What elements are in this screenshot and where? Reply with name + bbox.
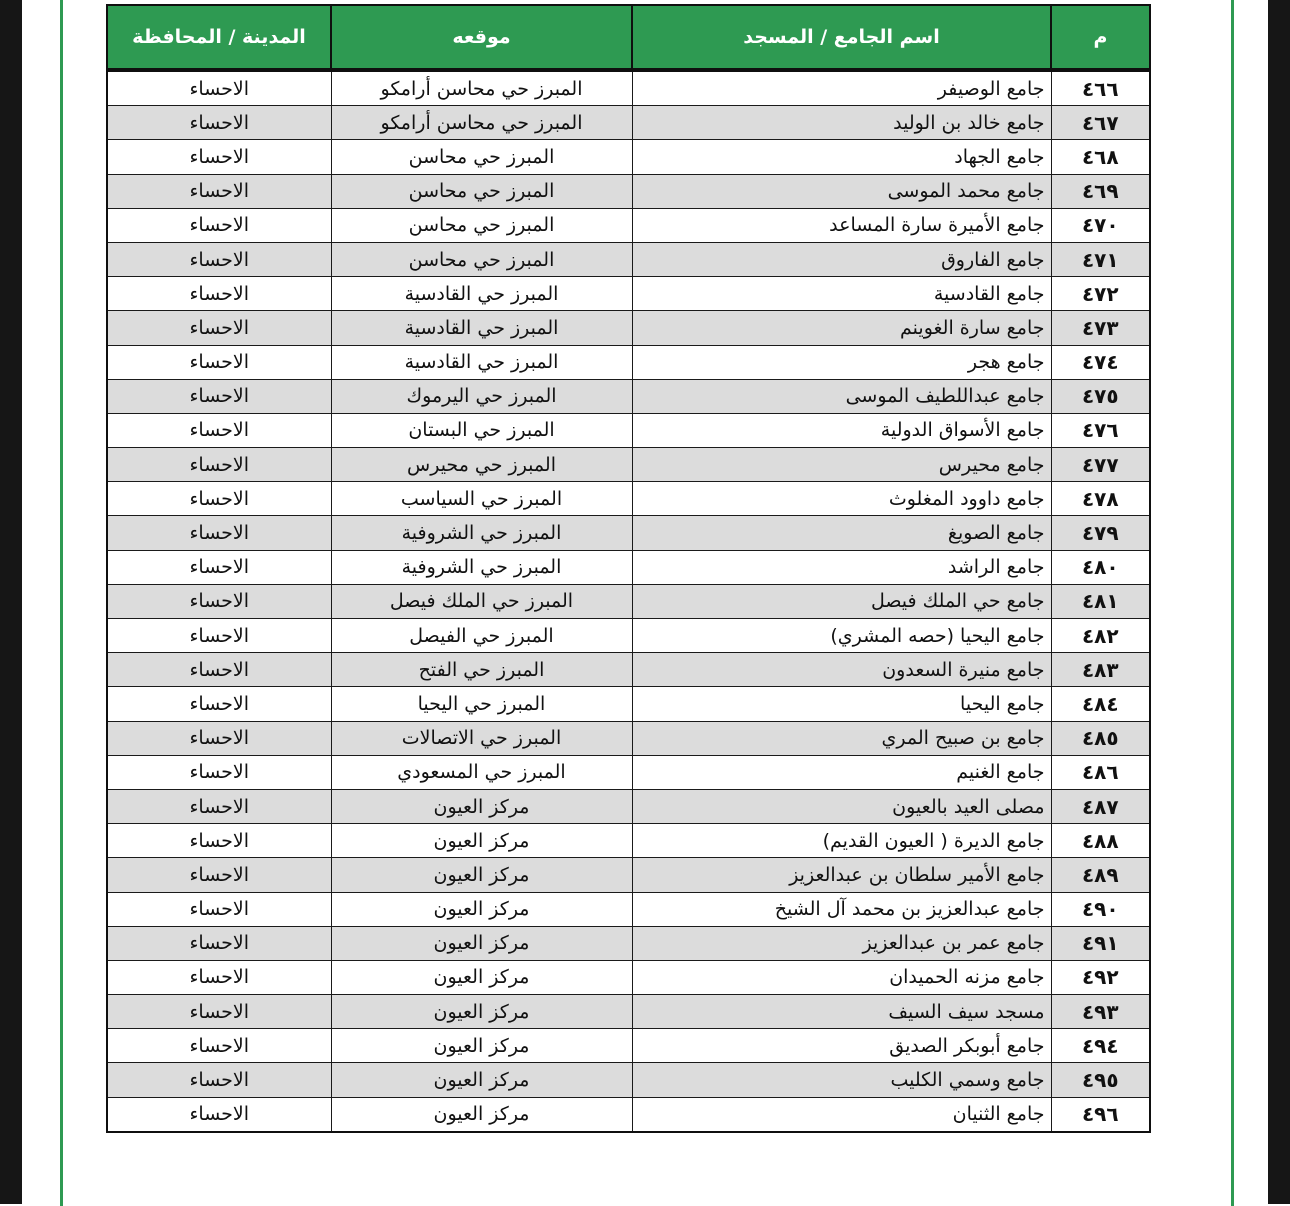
row-number: ٤٨٤ — [1051, 687, 1150, 721]
location-cell: مركز العيون — [331, 960, 632, 994]
city-cell: الاحساء — [107, 70, 331, 106]
table-header-row — [107, 5, 1150, 70]
mosques-table — [106, 4, 1151, 1133]
header-location: موقعه — [331, 5, 632, 70]
table-row — [107, 619, 1150, 653]
location-cell: المبرز حي اليرموك — [331, 379, 632, 413]
mosque-name-cell: جامع هجر — [632, 345, 1051, 379]
table-row — [107, 858, 1150, 892]
table-row — [107, 960, 1150, 994]
row-number: ٤٨٩ — [1051, 858, 1150, 892]
city-cell: الاحساء — [107, 619, 331, 653]
mosque-name-cell: جامع عمر بن عبدالعزيز — [632, 926, 1051, 960]
row-number: ٤٧٥ — [1051, 379, 1150, 413]
city-cell: الاحساء — [107, 482, 331, 516]
mosque-name-cell: جامع الفاروق — [632, 242, 1051, 276]
location-cell: المبرز حي السياسب — [331, 482, 632, 516]
row-number: ٤٦٦ — [1051, 70, 1150, 106]
table-row — [107, 379, 1150, 413]
city-cell: الاحساء — [107, 379, 331, 413]
row-number: ٤٦٨ — [1051, 140, 1150, 174]
table-row — [107, 789, 1150, 823]
row-number: ٤٧٧ — [1051, 448, 1150, 482]
table-row — [107, 70, 1150, 106]
city-cell: الاحساء — [107, 242, 331, 276]
location-cell: مركز العيون — [331, 824, 632, 858]
table-row — [107, 174, 1150, 208]
city-cell: الاحساء — [107, 755, 331, 789]
table-row — [107, 892, 1150, 926]
header-city: المدينة / المحافظة — [107, 5, 331, 70]
table-row — [107, 926, 1150, 960]
right-dark-edge — [1268, 0, 1290, 1204]
table-row — [107, 277, 1150, 311]
city-cell: الاحساء — [107, 311, 331, 345]
city-cell: الاحساء — [107, 892, 331, 926]
row-number: ٤٧٤ — [1051, 345, 1150, 379]
table-row — [107, 448, 1150, 482]
row-number: ٤٧٢ — [1051, 277, 1150, 311]
mosque-name-cell: جامع بن صبيح المري — [632, 721, 1051, 755]
table-body — [107, 70, 1150, 1132]
city-cell: الاحساء — [107, 1063, 331, 1097]
table-row — [107, 413, 1150, 447]
mosque-name-cell: جامع خالد بن الوليد — [632, 106, 1051, 140]
location-cell: مركز العيون — [331, 789, 632, 823]
table-row — [107, 755, 1150, 789]
city-cell: الاحساء — [107, 413, 331, 447]
city-cell: الاحساء — [107, 1097, 331, 1132]
mosque-name-cell: جامع الوصيفر — [632, 70, 1051, 106]
city-cell: الاحساء — [107, 926, 331, 960]
location-cell: المبرز حي محاسن أرامكو — [331, 106, 632, 140]
location-cell: مركز العيون — [331, 926, 632, 960]
row-number: ٤٨٨ — [1051, 824, 1150, 858]
city-cell: الاحساء — [107, 106, 331, 140]
city-cell: الاحساء — [107, 550, 331, 584]
row-number: ٤٩٦ — [1051, 1097, 1150, 1132]
mosque-name-cell: جامع حي الملك فيصل — [632, 584, 1051, 618]
mosque-name-cell: جامع الأمير سلطان بن عبدالعزيز — [632, 858, 1051, 892]
mosque-name-cell: جامع الصويغ — [632, 516, 1051, 550]
table-row — [107, 482, 1150, 516]
location-cell: مركز العيون — [331, 1063, 632, 1097]
table-row — [107, 721, 1150, 755]
row-number: ٤٩٢ — [1051, 960, 1150, 994]
location-cell: المبرز حي الفيصل — [331, 619, 632, 653]
row-number: ٤٧٩ — [1051, 516, 1150, 550]
mosque-name-cell: مصلى العيد بالعيون — [632, 789, 1051, 823]
row-number: ٤٨٣ — [1051, 653, 1150, 687]
mosque-name-cell: جامع الأسواق الدولية — [632, 413, 1051, 447]
table-row — [107, 687, 1150, 721]
location-cell: المبرز حي البستان — [331, 413, 632, 447]
row-number: ٤٩٣ — [1051, 995, 1150, 1029]
location-cell: المبرز حي الشروفية — [331, 516, 632, 550]
city-cell: الاحساء — [107, 516, 331, 550]
mosque-name-cell: جامع الراشد — [632, 550, 1051, 584]
table-row — [107, 550, 1150, 584]
table-row — [107, 208, 1150, 242]
mosque-name-cell: جامع مزنه الحميدان — [632, 960, 1051, 994]
location-cell: المبرز حي القادسية — [331, 345, 632, 379]
city-cell: الاحساء — [107, 789, 331, 823]
location-cell: المبرز حي محاسن أرامكو — [331, 70, 632, 106]
row-number: ٤٧١ — [1051, 242, 1150, 276]
city-cell: الاحساء — [107, 653, 331, 687]
city-cell: الاحساء — [107, 687, 331, 721]
table-row — [107, 1063, 1150, 1097]
city-cell: الاحساء — [107, 277, 331, 311]
table-row — [107, 345, 1150, 379]
mosque-name-cell: جامع القادسية — [632, 277, 1051, 311]
location-cell: المبرز حي محاسن — [331, 208, 632, 242]
table-row — [107, 1097, 1150, 1132]
row-number: ٤٨٧ — [1051, 789, 1150, 823]
table-row — [107, 824, 1150, 858]
mosque-name-cell: جامع الغنيم — [632, 755, 1051, 789]
row-number: ٤٨٠ — [1051, 550, 1150, 584]
city-cell: الاحساء — [107, 1029, 331, 1063]
mosque-name-cell: جامع عبداللطيف الموسى — [632, 379, 1051, 413]
table-row — [107, 653, 1150, 687]
mosque-name-cell: جامع منيرة السعدون — [632, 653, 1051, 687]
mosque-name-cell: جامع الثنيان — [632, 1097, 1051, 1132]
table-row — [107, 242, 1150, 276]
mosque-name-cell: جامع الأميرة سارة المساعد — [632, 208, 1051, 242]
location-cell: مركز العيون — [331, 1029, 632, 1063]
mosque-name-cell: جامع الديرة ( العيون القديم) — [632, 824, 1051, 858]
city-cell: الاحساء — [107, 858, 331, 892]
city-cell: الاحساء — [107, 448, 331, 482]
city-cell: الاحساء — [107, 174, 331, 208]
row-number: ٤٧٣ — [1051, 311, 1150, 345]
location-cell: مركز العيون — [331, 858, 632, 892]
row-number: ٤٩٠ — [1051, 892, 1150, 926]
left-dark-edge — [0, 0, 22, 1204]
row-number: ٤٧٦ — [1051, 413, 1150, 447]
location-cell: المبرز حي اليحيا — [331, 687, 632, 721]
row-number: ٤٩١ — [1051, 926, 1150, 960]
city-cell: الاحساء — [107, 721, 331, 755]
location-cell: المبرز حي الملك فيصل — [331, 584, 632, 618]
row-number: ٤٨٦ — [1051, 755, 1150, 789]
mosque-name-cell: جامع سارة الغوينم — [632, 311, 1051, 345]
city-cell: الاحساء — [107, 995, 331, 1029]
mosque-name-cell: جامع محمد الموسى — [632, 174, 1051, 208]
header-number: م — [1051, 5, 1150, 70]
location-cell: مركز العيون — [331, 995, 632, 1029]
row-number: ٤٨٢ — [1051, 619, 1150, 653]
location-cell: مركز العيون — [331, 1097, 632, 1132]
mosque-name-cell: جامع عبدالعزيز بن محمد آل الشيخ — [632, 892, 1051, 926]
city-cell: الاحساء — [107, 584, 331, 618]
mosque-name-cell: مسجد سيف السيف — [632, 995, 1051, 1029]
table-row — [107, 1029, 1150, 1063]
location-cell: المبرز حي محيرس — [331, 448, 632, 482]
table-row — [107, 584, 1150, 618]
mosque-name-cell: جامع اليحيا — [632, 687, 1051, 721]
city-cell: الاحساء — [107, 960, 331, 994]
mosque-name-cell: جامع وسمي الكليب — [632, 1063, 1051, 1097]
location-cell: المبرز حي القادسية — [331, 277, 632, 311]
row-number: ٤٦٩ — [1051, 174, 1150, 208]
location-cell: المبرز حي المسعودي — [331, 755, 632, 789]
city-cell: الاحساء — [107, 824, 331, 858]
row-number: ٤٩٤ — [1051, 1029, 1150, 1063]
location-cell: المبرز حي الاتصالات — [331, 721, 632, 755]
mosque-name-cell: جامع محيرس — [632, 448, 1051, 482]
location-cell: المبرز حي القادسية — [331, 311, 632, 345]
table-row — [107, 311, 1150, 345]
row-number: ٤٧٠ — [1051, 208, 1150, 242]
row-number: ٤٦٧ — [1051, 106, 1150, 140]
table-row — [107, 140, 1150, 174]
location-cell: المبرز حي محاسن — [331, 140, 632, 174]
row-number: ٤٨٥ — [1051, 721, 1150, 755]
row-number: ٤٨١ — [1051, 584, 1150, 618]
location-cell: المبرز حي الشروفية — [331, 550, 632, 584]
location-cell: المبرز حي الفتح — [331, 653, 632, 687]
row-number: ٤٧٨ — [1051, 482, 1150, 516]
location-cell: المبرز حي محاسن — [331, 242, 632, 276]
mosque-name-cell: جامع اليحيا (حصه المشري) — [632, 619, 1051, 653]
mosque-name-cell: جامع أبوبكر الصديق — [632, 1029, 1051, 1063]
header-mosque-name: اسم الجامع / المسجد — [632, 5, 1051, 70]
city-cell: الاحساء — [107, 140, 331, 174]
city-cell: الاحساء — [107, 345, 331, 379]
table-row — [107, 106, 1150, 140]
table-row — [107, 995, 1150, 1029]
row-number: ٤٩٥ — [1051, 1063, 1150, 1097]
location-cell: مركز العيون — [331, 892, 632, 926]
city-cell: الاحساء — [107, 208, 331, 242]
location-cell: المبرز حي محاسن — [331, 174, 632, 208]
mosque-name-cell: جامع داوود المغلوث — [632, 482, 1051, 516]
table-row — [107, 516, 1150, 550]
mosque-name-cell: جامع الجهاد — [632, 140, 1051, 174]
